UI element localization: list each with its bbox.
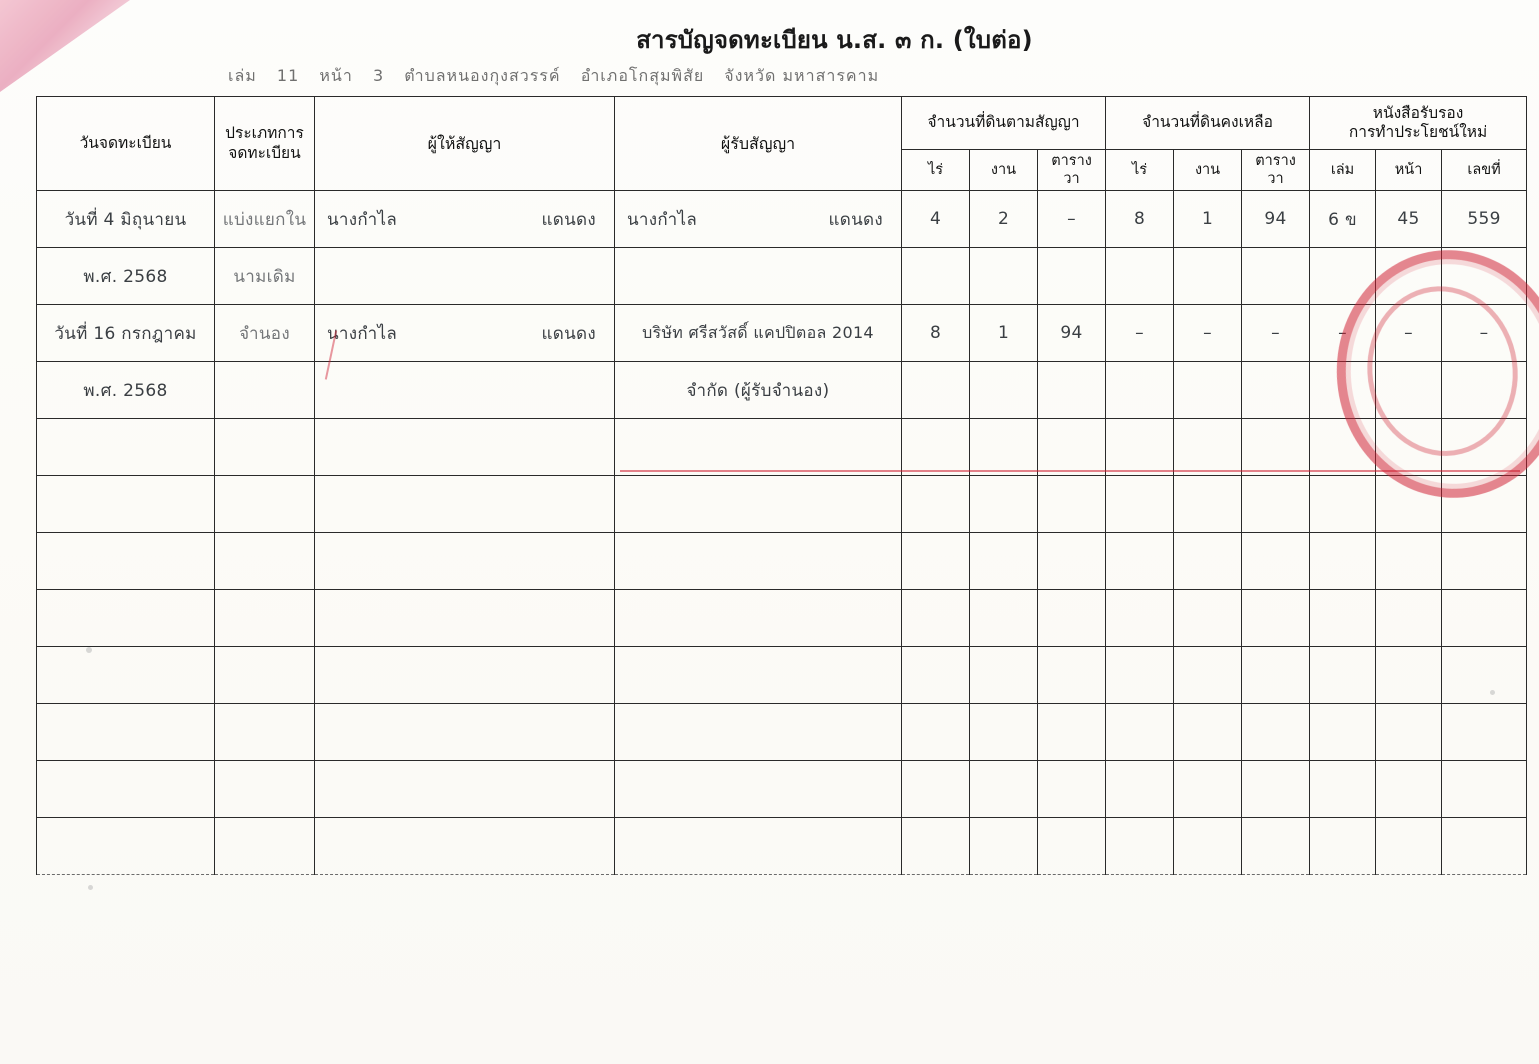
cell-grantee-name: นางกำไล xyxy=(627,209,698,230)
cell-grantor xyxy=(315,191,615,248)
cell-empty xyxy=(1038,647,1106,704)
cell-contract-wa: – xyxy=(1038,191,1106,248)
cell-empty xyxy=(1174,533,1242,590)
cell-remain-wa: 94 xyxy=(1242,191,1310,248)
col-header-certificate xyxy=(1310,97,1527,150)
cell-empty xyxy=(615,476,902,533)
table-row xyxy=(37,191,1527,248)
cell-empty xyxy=(315,647,615,704)
cell-empty xyxy=(215,476,315,533)
cell-empty xyxy=(970,647,1038,704)
cell-empty xyxy=(1174,590,1242,647)
table-row-empty xyxy=(37,704,1527,761)
table-body xyxy=(37,191,1527,875)
cell-empty xyxy=(1174,476,1242,533)
cell-grantee-cont: จำกัด (ผู้รับจำนอง) xyxy=(615,362,902,419)
col-header-type-line2: จดทะเบียน xyxy=(228,143,301,162)
cell-remain-rai-cont xyxy=(1106,248,1174,305)
cell-empty xyxy=(1376,590,1442,647)
cell-date-line2: พ.ศ. 2568 xyxy=(37,362,215,419)
cell-empty xyxy=(1442,704,1527,761)
cell-empty xyxy=(1376,647,1442,704)
cell-grantor-surname: แดนดง xyxy=(541,323,596,344)
cell-empty xyxy=(1442,590,1527,647)
cell-contract-rai: 4 xyxy=(902,191,970,248)
page-value: 3 xyxy=(372,66,385,85)
document-subheader xyxy=(228,64,893,89)
cell-empty xyxy=(215,647,315,704)
cell-empty xyxy=(1106,476,1174,533)
cell-empty xyxy=(315,419,615,476)
cell-empty xyxy=(1242,761,1310,818)
cell-empty xyxy=(315,533,615,590)
cell-empty xyxy=(902,590,970,647)
cell-empty xyxy=(37,533,215,590)
cell-empty xyxy=(1174,761,1242,818)
cell-grantor-cont xyxy=(315,362,615,419)
district-value: อำเภอโกสุมพิสัย xyxy=(580,66,705,85)
cell-empty xyxy=(902,704,970,761)
cell-empty xyxy=(1242,818,1310,875)
cell-empty xyxy=(1242,476,1310,533)
cell-empty xyxy=(315,476,615,533)
cell-contract-ngan: 2 xyxy=(970,191,1038,248)
cell-empty xyxy=(970,476,1038,533)
table-row xyxy=(37,305,1527,362)
cell-contract-ngan: 1 xyxy=(970,305,1038,362)
cell-empty xyxy=(215,533,315,590)
col-header-contract-ngan: งาน xyxy=(970,150,1038,191)
cell-empty xyxy=(615,590,902,647)
cell-empty xyxy=(1310,590,1376,647)
cell-empty xyxy=(1038,419,1106,476)
cell-cert-number-cont xyxy=(1442,248,1527,305)
cell-contract-rai-cont xyxy=(902,362,970,419)
volume-value: 11 xyxy=(276,66,300,85)
cell-empty xyxy=(1174,647,1242,704)
cell-empty xyxy=(1376,818,1442,875)
col-header-remain-ngan: งาน xyxy=(1174,150,1242,191)
cell-empty xyxy=(1242,419,1310,476)
cell-empty xyxy=(1174,704,1242,761)
cell-empty xyxy=(315,761,615,818)
cell-contract-rai: 8 xyxy=(902,305,970,362)
cell-empty xyxy=(902,419,970,476)
table-row-empty xyxy=(37,647,1527,704)
cell-contract-wa-cont xyxy=(1038,362,1106,419)
cell-empty xyxy=(970,419,1038,476)
col-header-certificate-line1: หนังสือรับรอง xyxy=(1372,103,1464,122)
cell-grantor-name: นางกำไล xyxy=(327,323,398,344)
cell-cert-book: – xyxy=(1310,305,1376,362)
cell-empty xyxy=(615,419,902,476)
cell-empty xyxy=(1242,590,1310,647)
cell-empty xyxy=(1310,419,1376,476)
cell-empty xyxy=(1376,476,1442,533)
cell-remain-rai: 8 xyxy=(1106,191,1174,248)
cell-type-line1: จำนอง xyxy=(215,305,315,362)
cell-grantee-name: บริษัท ศรีสวัสดิ์ แคปปิตอล 2014 xyxy=(615,305,902,362)
cell-empty xyxy=(1106,704,1174,761)
col-header-remain-rai: ไร่ xyxy=(1106,150,1174,191)
scan-speck xyxy=(88,885,93,890)
cell-remain-rai-cont xyxy=(1106,362,1174,419)
col-header-date: วันจดทะเบียน xyxy=(37,97,215,191)
cell-empty xyxy=(902,647,970,704)
cell-grantor-surname: แดนดง xyxy=(541,209,596,230)
cell-empty xyxy=(37,476,215,533)
cell-empty xyxy=(1106,647,1174,704)
cell-empty xyxy=(970,761,1038,818)
cell-empty xyxy=(37,818,215,875)
cell-empty xyxy=(1376,761,1442,818)
cell-empty xyxy=(615,647,902,704)
cell-grantee-cont xyxy=(615,248,902,305)
cell-remain-ngan: 1 xyxy=(1174,191,1242,248)
table-header xyxy=(37,97,1527,191)
cell-empty xyxy=(37,419,215,476)
cell-empty xyxy=(902,533,970,590)
col-header-contract-wa xyxy=(1038,150,1106,191)
cell-empty xyxy=(215,818,315,875)
cell-empty xyxy=(215,704,315,761)
scan-speck xyxy=(1490,690,1495,695)
cell-empty xyxy=(902,476,970,533)
cell-contract-ngan-cont xyxy=(970,248,1038,305)
cell-grantee-surname: แดนดง xyxy=(828,209,883,230)
cell-empty xyxy=(1310,533,1376,590)
cell-empty xyxy=(1242,647,1310,704)
cell-empty xyxy=(1242,704,1310,761)
cell-empty xyxy=(1106,590,1174,647)
cell-cert-number: – xyxy=(1442,305,1527,362)
cell-empty xyxy=(315,704,615,761)
cell-empty xyxy=(1376,419,1442,476)
cell-empty xyxy=(1038,533,1106,590)
col-header-contract-rai: ไร่ xyxy=(902,150,970,191)
cell-empty xyxy=(902,761,970,818)
volume-label: เล่ม xyxy=(228,66,257,85)
cell-empty xyxy=(1106,419,1174,476)
table-row-empty xyxy=(37,533,1527,590)
table-row-empty xyxy=(37,476,1527,533)
cell-empty xyxy=(315,590,615,647)
cell-empty xyxy=(1242,533,1310,590)
page-label: หน้า xyxy=(319,66,353,85)
cell-cert-number-cont xyxy=(1442,362,1527,419)
cell-contract-rai-cont xyxy=(902,248,970,305)
registration-table xyxy=(36,96,1527,875)
cell-empty xyxy=(1038,590,1106,647)
cell-empty xyxy=(1038,818,1106,875)
cell-empty xyxy=(1174,419,1242,476)
col-header-contract-wa-line2: วา xyxy=(1063,171,1080,187)
cell-cert-book-cont xyxy=(1310,248,1376,305)
cell-empty xyxy=(1376,704,1442,761)
cell-empty xyxy=(215,419,315,476)
table-row-empty xyxy=(37,818,1527,875)
cell-empty xyxy=(1376,533,1442,590)
cell-cert-page-cont xyxy=(1376,248,1442,305)
cell-empty xyxy=(1310,476,1376,533)
col-header-area-contract: จำนวนที่ดินตามสัญญา xyxy=(902,97,1106,150)
cell-cert-book-cont xyxy=(1310,362,1376,419)
cell-cert-page: 45 xyxy=(1376,191,1442,248)
cell-empty xyxy=(1038,761,1106,818)
col-header-cert-page: หน้า xyxy=(1376,150,1442,191)
page-title: สารบัญจดทะเบียน น.ส. ๓ ก. (ใบต่อ) xyxy=(636,26,1033,54)
table-row-empty xyxy=(37,419,1527,476)
cell-empty xyxy=(37,590,215,647)
cell-empty xyxy=(1038,476,1106,533)
cell-remain-wa: – xyxy=(1242,305,1310,362)
cell-empty xyxy=(970,818,1038,875)
cell-empty xyxy=(215,590,315,647)
cell-empty xyxy=(1442,533,1527,590)
col-header-certificate-line2: การทำประโยชน์ใหม่ xyxy=(1348,123,1488,141)
cell-empty xyxy=(970,704,1038,761)
cell-empty xyxy=(1174,818,1242,875)
table-row-empty xyxy=(37,761,1527,818)
cell-empty xyxy=(970,533,1038,590)
col-header-remain-wa xyxy=(1242,150,1310,191)
col-header-cert-book: เล่ม xyxy=(1310,150,1376,191)
cell-empty xyxy=(215,761,315,818)
cell-grantor-cont xyxy=(315,248,615,305)
cell-cert-page: – xyxy=(1376,305,1442,362)
table-row-empty xyxy=(37,590,1527,647)
subdistrict-value: ตำบลหนองกุงสวรรค์ xyxy=(404,66,561,85)
cell-grantor xyxy=(315,305,615,362)
cell-contract-wa: 94 xyxy=(1038,305,1106,362)
cell-date-line1: วันที่ 4 มิถุนายน xyxy=(37,191,215,248)
cell-remain-wa-cont xyxy=(1242,362,1310,419)
table-row xyxy=(37,248,1527,305)
cell-empty xyxy=(1310,704,1376,761)
cell-empty xyxy=(1106,533,1174,590)
cell-empty xyxy=(1310,818,1376,875)
cell-empty xyxy=(615,704,902,761)
cell-remain-rai: – xyxy=(1106,305,1174,362)
cell-remain-ngan-cont xyxy=(1174,362,1242,419)
cell-type-line2 xyxy=(215,362,315,419)
cell-empty xyxy=(1442,476,1527,533)
cell-empty xyxy=(1442,818,1527,875)
col-header-area-remaining: จำนวนที่ดินคงเหลือ xyxy=(1106,97,1310,150)
col-header-contract-wa-line1: ตาราง xyxy=(1051,152,1092,169)
cell-empty xyxy=(615,761,902,818)
cell-remain-ngan-cont xyxy=(1174,248,1242,305)
cell-empty xyxy=(315,818,615,875)
cell-type-line1: แบ่งแยกใน xyxy=(215,191,315,248)
cell-remain-wa-cont xyxy=(1242,248,1310,305)
cell-empty xyxy=(37,647,215,704)
cell-empty xyxy=(37,761,215,818)
cell-grantor-name: นางกำไล xyxy=(327,209,398,230)
cell-cert-book: 6 ข xyxy=(1310,191,1376,248)
cell-empty xyxy=(615,533,902,590)
col-header-remain-wa-line1: ตาราง xyxy=(1255,152,1296,169)
cell-cert-number: 559 xyxy=(1442,191,1527,248)
col-header-type-line1: ประเภทการ xyxy=(225,124,304,143)
table-row xyxy=(37,362,1527,419)
cell-contract-wa-cont xyxy=(1038,248,1106,305)
cell-empty xyxy=(1310,761,1376,818)
cell-empty xyxy=(1442,419,1527,476)
cell-empty xyxy=(970,590,1038,647)
cell-empty xyxy=(1442,761,1527,818)
col-header-grantee: ผู้รับสัญญา xyxy=(615,97,902,191)
cell-date-line1: วันที่ 16 กรกฎาคม xyxy=(37,305,215,362)
cell-empty xyxy=(902,818,970,875)
col-header-type xyxy=(215,97,315,191)
cell-cert-page-cont xyxy=(1376,362,1442,419)
cell-remain-ngan: – xyxy=(1174,305,1242,362)
cell-empty xyxy=(1310,647,1376,704)
cell-grantee xyxy=(615,191,902,248)
cell-empty xyxy=(615,818,902,875)
province-value: จังหวัด มหาสารคาม xyxy=(724,66,880,85)
cell-empty xyxy=(37,704,215,761)
cell-empty xyxy=(1442,647,1527,704)
cell-empty xyxy=(1106,818,1174,875)
cell-contract-ngan-cont xyxy=(970,362,1038,419)
cell-empty xyxy=(1106,761,1174,818)
col-header-grantor: ผู้ให้สัญญา xyxy=(315,97,615,191)
col-header-remain-wa-line2: วา xyxy=(1267,171,1284,187)
col-header-cert-number: เลขที่ xyxy=(1442,150,1527,191)
cell-type-line2: นามเดิม xyxy=(215,248,315,305)
cell-date-line2: พ.ศ. 2568 xyxy=(37,248,215,305)
scan-speck xyxy=(86,647,92,653)
cell-empty xyxy=(1038,704,1106,761)
